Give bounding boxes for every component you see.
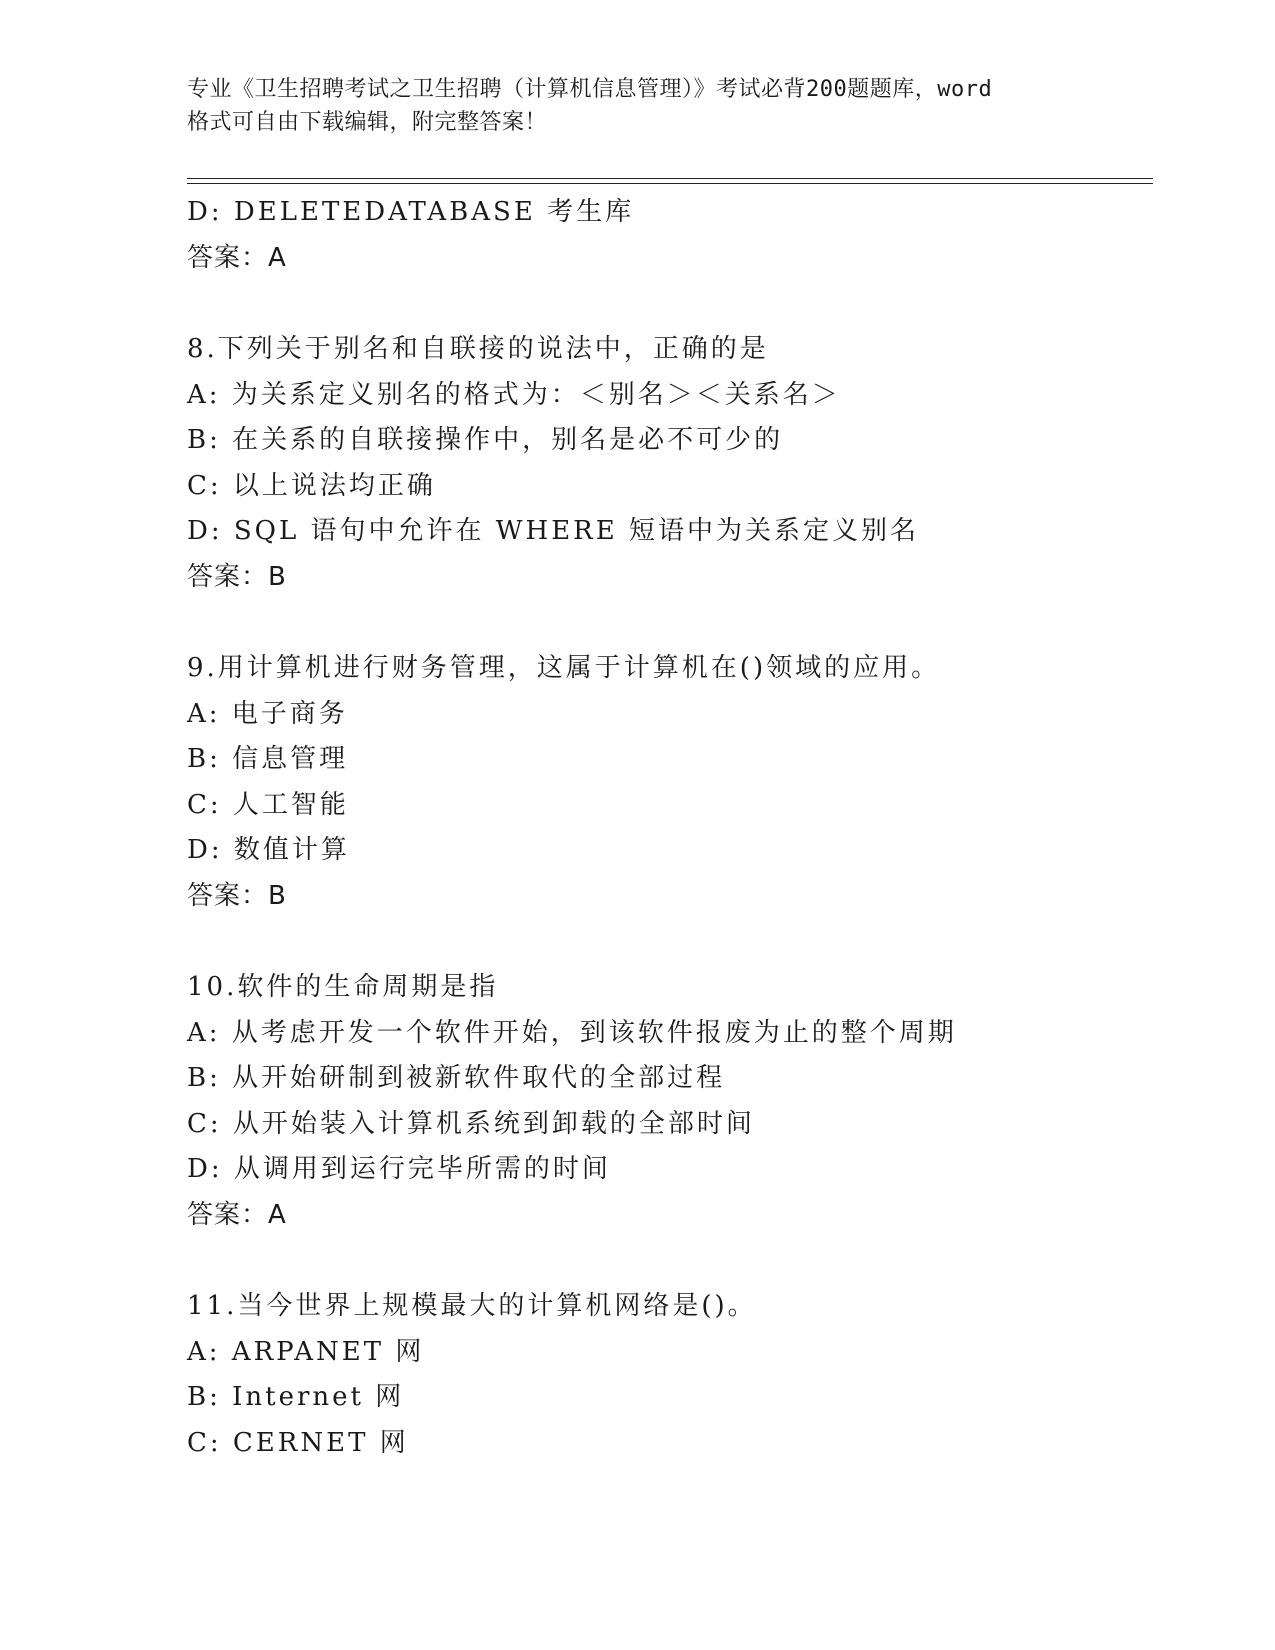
question-list [187,190,1187,1466]
answer-line: 答案：B [187,880,287,911]
option-d: D: 数值计算 [187,835,350,865]
question-block-11 [187,1284,1187,1466]
header-title-line-2: 格式可自由下载编辑，附完整答案！ [187,110,548,135]
option-a: A: 为关系定义别名的格式为：＜别名＞＜关系名＞ [187,379,841,410]
answer-line: 答案：A [187,242,287,273]
option-b: B: 从开始研制到被新软件取代的全部过程 [187,1063,726,1093]
option-c: C: 人工智能 [187,789,349,820]
option-c: C: 从开始装入计算机系统到卸载的全部时间 [187,1108,755,1139]
option-d: D: DELETEDATABASE 考生库 [187,197,635,227]
spacer [187,1238,1187,1284]
question-block-7-tail [187,190,1187,281]
option-b: B: 在关系的自联接操作中，别名是必不可少的 [187,425,784,455]
question-block-9 [187,646,1187,919]
option-a: A: ARPANET 网 [187,1336,425,1367]
option-d: D: 从调用到运行完毕所需的时间 [187,1154,611,1184]
answer-line: 答案：B [187,561,287,592]
spacer [187,600,1187,646]
question-block-8 [187,327,1187,600]
header-title-line-1: 专业《卫生招聘考试之卫生招聘（计算机信息管理）》考试必背200题题库，word [187,77,993,102]
question-stem: 10.软件的生命周期是指 [187,972,499,1002]
header-divider-top [187,178,1153,179]
spacer [187,281,1187,327]
header-divider-bottom [187,183,1153,184]
option-a: A: 电子商务 [187,698,348,729]
question-stem: 9.用计算机进行财务管理，这属于计算机在()领域的应用。 [187,653,941,683]
answer-line: 答案：A [187,1199,287,1230]
document-header [187,73,1087,139]
option-c: C: 以上说法均正确 [187,470,436,501]
question-stem: 8.下列关于别名和自联接的说法中，正确的是 [187,334,769,364]
spacer [187,919,1187,965]
question-block-10 [187,965,1187,1238]
option-b: B: Internet 网 [187,1382,405,1412]
question-stem: 11.当今世界上规模最大的计算机网络是()。 [187,1291,757,1321]
option-c: C: CERNET 网 [187,1427,409,1458]
option-d: D: SQL 语句中允许在 WHERE 短语中为关系定义别名 [187,516,919,546]
option-b: B: 信息管理 [187,744,349,774]
option-a: A: 从考虑开发一个软件开始，到该软件报废为止的整个周期 [187,1017,957,1048]
